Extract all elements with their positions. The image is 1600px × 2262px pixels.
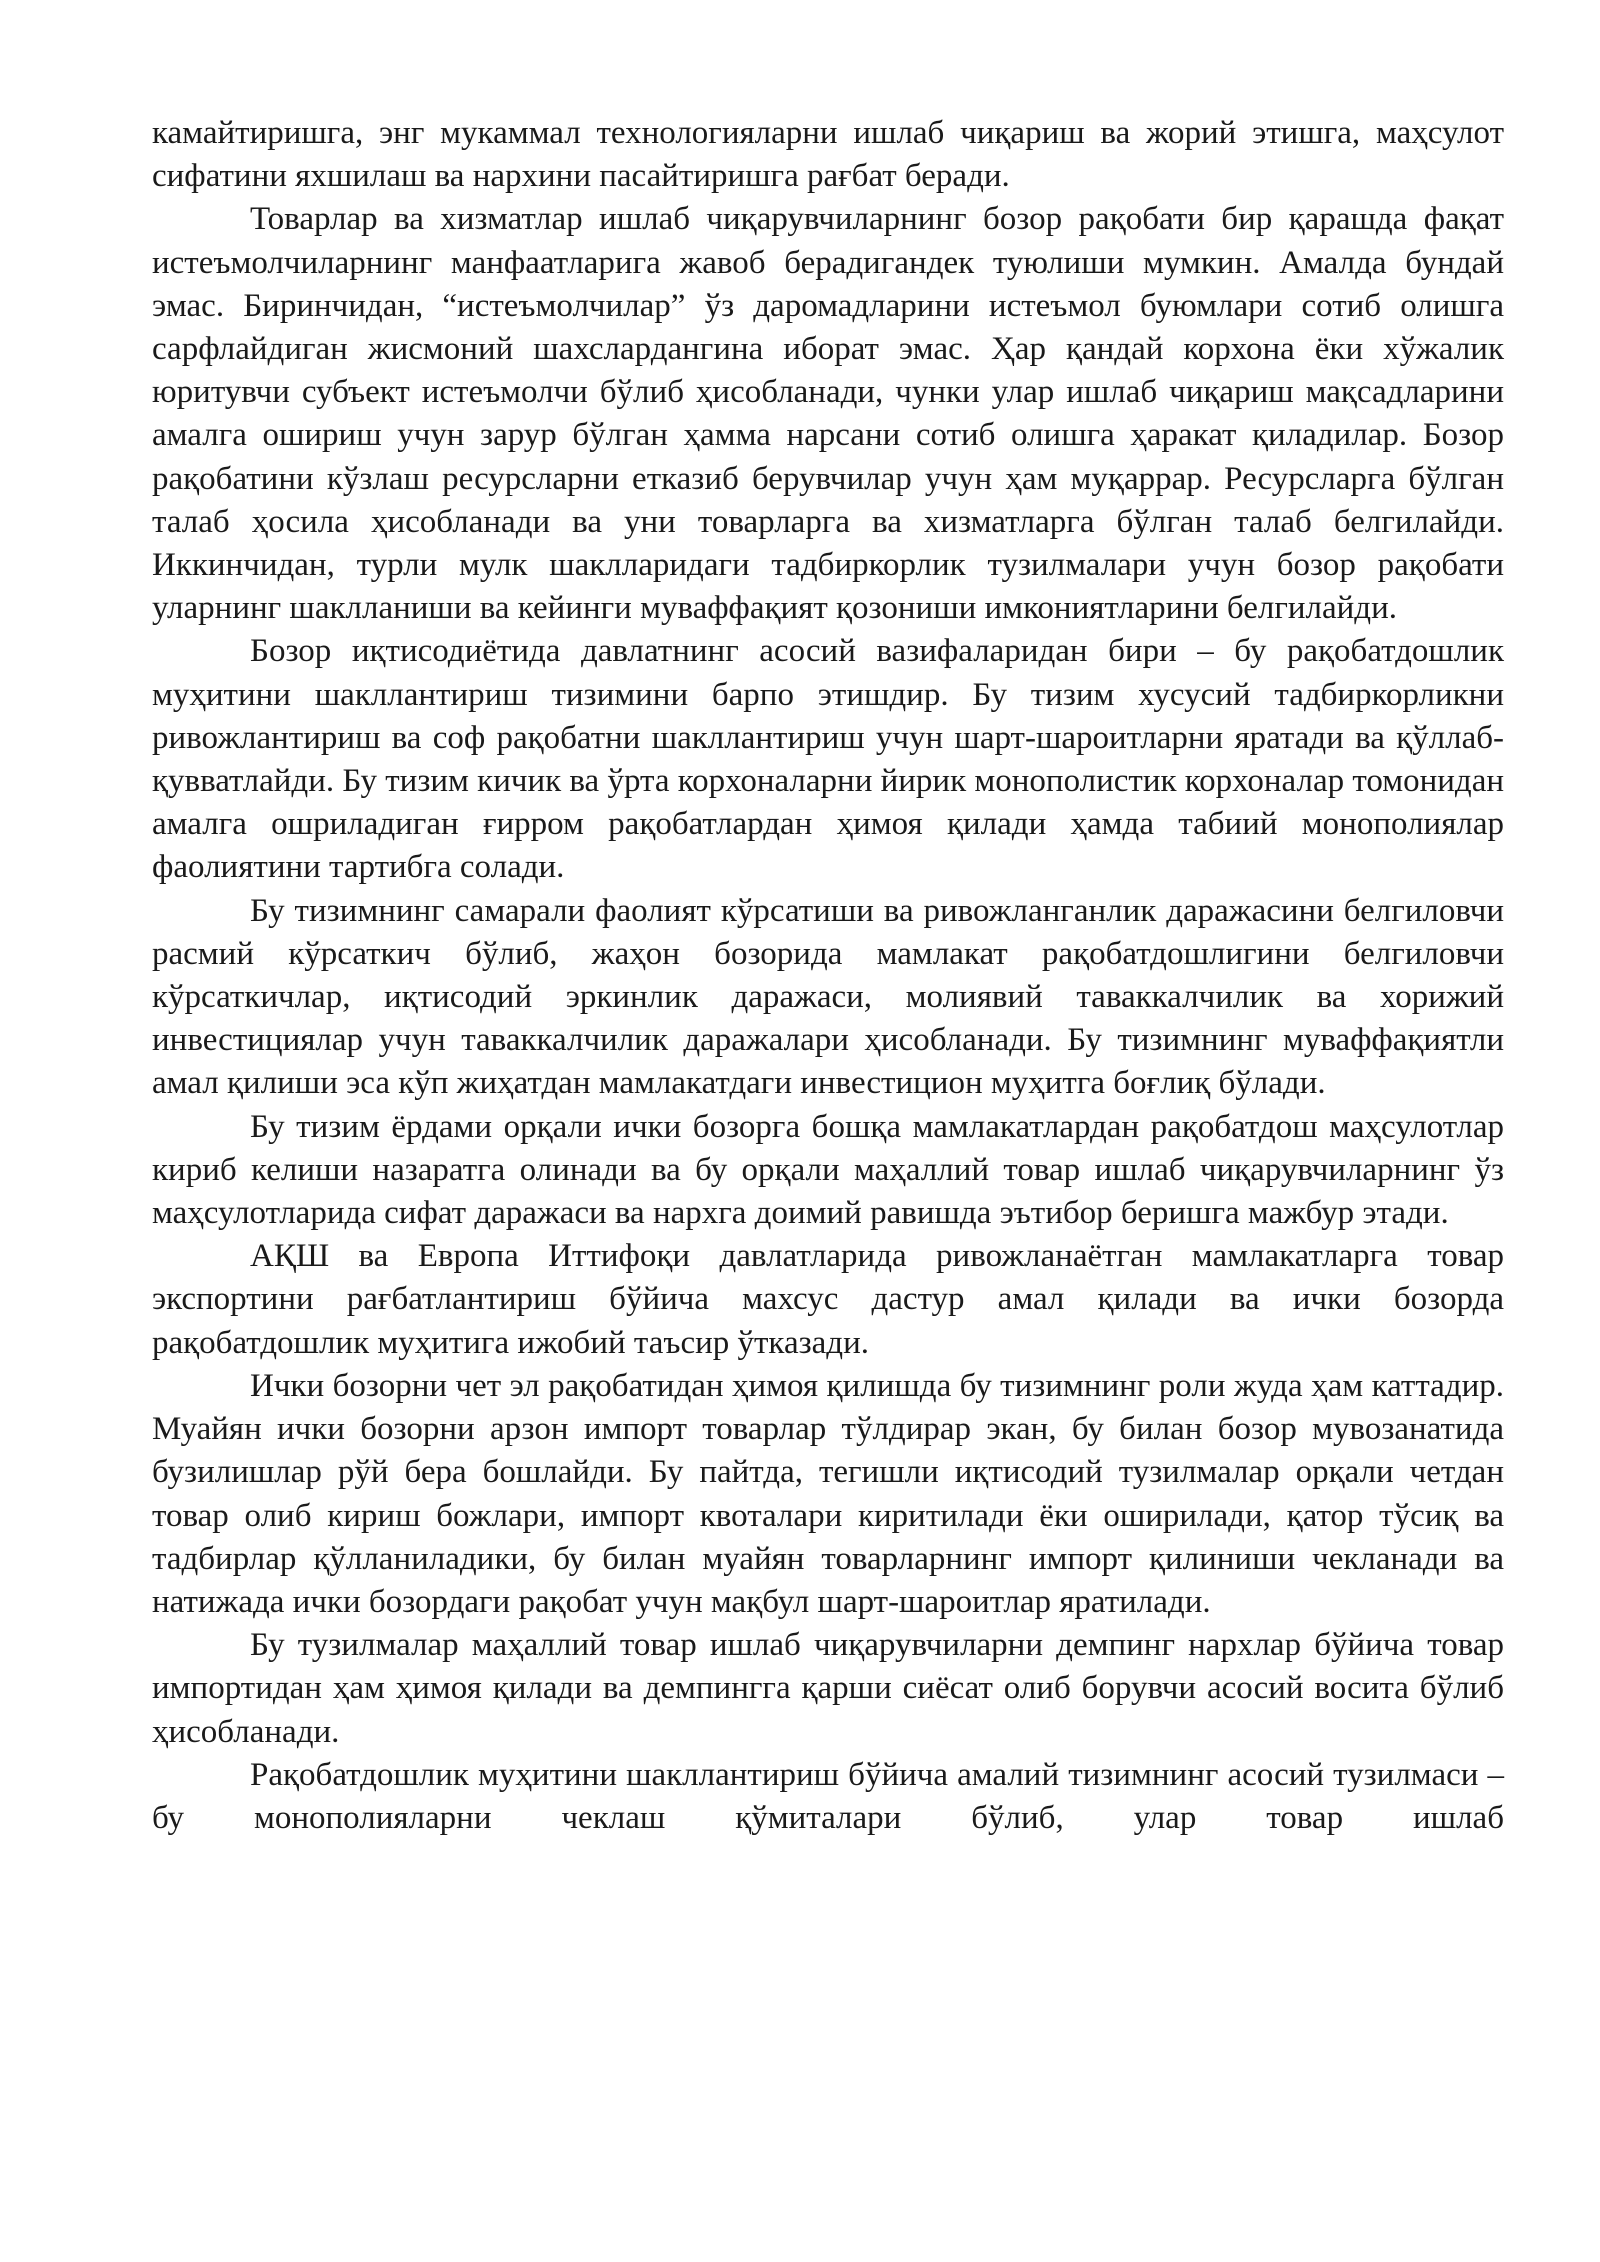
paragraph: Ички бозорни чет эл рақобатидан ҳимоя қилишда бу тизимнинг роли жуда ҳам каттадир. Муайян ички бозорни арзон импорт товарлар тўлдирар экан, бу билан бозор мувозанатида бузилишлар рўй бера бошлайди. Бу пайтда, тегишли иқтисодий тузилмалар орқали четдан товар олиб кириш божлари, импорт квоталари киритилади ёки оширилади, қатор тўсиқ ва тадбирлар қўлланиладики, бу билан муайян товарларнинг импорт қилиниши чекланади ва натижада ички бозордаги рақобат учун мақбул шарт-шароитлар яратилади.	[152, 1367, 1504, 1620]
paragraph: АҚШ ва Европа Иттифоқи давлатларида ривожланаётган мамлакатларга товар экспортини рағбатлантириш бўйича махсус дастур амал қилади ва ички бозорда рақобатдошлик муҳитига ижобий таъсир ўтказади.	[152, 1238, 1504, 1361]
paragraph: Бу тузилмалар маҳаллий товар ишлаб чиқарувчиларни демпинг нархлар бўйича товар импортидан ҳам ҳимоя қилади ва демпингга қарши сиёсат олиб борувчи асосий восита бўлиб ҳисобланади.	[152, 1627, 1504, 1750]
paragraph: Бозор иқтисодиётида давлатнинг асосий вазифаларидан бири – бу рақобатдошлик муҳитини шакллантириш тизимини барпо этишдир. Бу тизим хусусий тадбиркорликни ривожлантириш ва соф рақобатни шакллантириш учун шарт-шароитларни яратади ва қўллаб-қувватлайди. Бу тизим кичик ва ўрта корхоналарни йирик монополистик корхоналар томонидан амалга ошриладиган ғирром рақобатлардан ҳимоя қилади ҳамда табиий монополиялар фаолиятини тартибга солади.	[152, 633, 1505, 886]
paragraph: Рақобатдошлик муҳитини шакллантириш бўйича амалий тизимнинг асосий тузилмаси – бу монополияларни чеклаш қўмиталари бўлиб, улар товар ишлаб	[152, 1756, 1504, 1836]
paragraph: камайтиришга, энг мукаммал технологияларни ишлаб чиқариш ва жорий этишга, маҳсулот сифатини яхшилаш ва нархини пасайтиришга рағбат беради.	[152, 115, 1504, 195]
paragraph: Бу тизим ёрдами орқали ички бозорга бошқа мамлакатлардан рақобатдош маҳсулотлар кириб келиши назаратга олинади ва бу орқали маҳаллий товар ишлаб чиқарувчиларнинг ўз маҳсулотларида сифат даражаси ва нархга доимий равишда эътибор беришга мажбур этади.	[152, 1108, 1504, 1232]
document-page	[152, 112, 1504, 1840]
paragraph: Товарлар ва хизматлар ишлаб чиқарувчиларнинг бозор рақобати бир қарашда фақат истеъмолчиларнинг манфаатларига жавоб берадигандек туюлиши мумкин. Амалда бундай эмас. Биринчидан, “истеъмолчилар” ўз даромадларини истеъмол буюмлари сотиб олишга сарфлайдиган жисмоний шахслардангина иборат эмас. Ҳар қандай корхона ёки хўжалик юритувчи субъект истеъмолчи бўлиб ҳисобланади, чунки улар ишлаб чиқариш мақсадларини амалга ошириш учун зарур бўлган ҳамма нарсани сотиб олишга ҳаракат қиладилар. Бозор рақобатини кўзлаш ресурсларни етказиб берувчилар учун ҳам муқаррар. Ресурсларга бўлган талаб ҳосила ҳисобланади ва уни товарларга ва хизматларга бўлган талаб белгилайди. Иккинчидан, турли мулк шаклларидаги тадбиркорлик тузилмалари учун бозор рақобати уларнинг шаклланиши ва кейинги муваффақият қозониши имкониятларини белгилайди.	[152, 201, 1504, 627]
paragraph: Бу тизимнинг самарали фаолият кўрсатиши ва ривожланганлик даражасини белгиловчи расмий кўрсаткич бўлиб, жаҳон бозорида мамлакат рақобатдошлигини белгиловчи кўрсаткичлар, иқтисодий эркинлик даражаси, молиявий таваккалчилик ва хорижий инвестициялар учун таваккалчилик даражалари ҳисобланади. Бу тизимнинг муваффақиятли амал қилиши эса кўп жиҳатдан мамлакатдаги инвестицион муҳитга боғлиқ бўлади.	[152, 892, 1504, 1102]
